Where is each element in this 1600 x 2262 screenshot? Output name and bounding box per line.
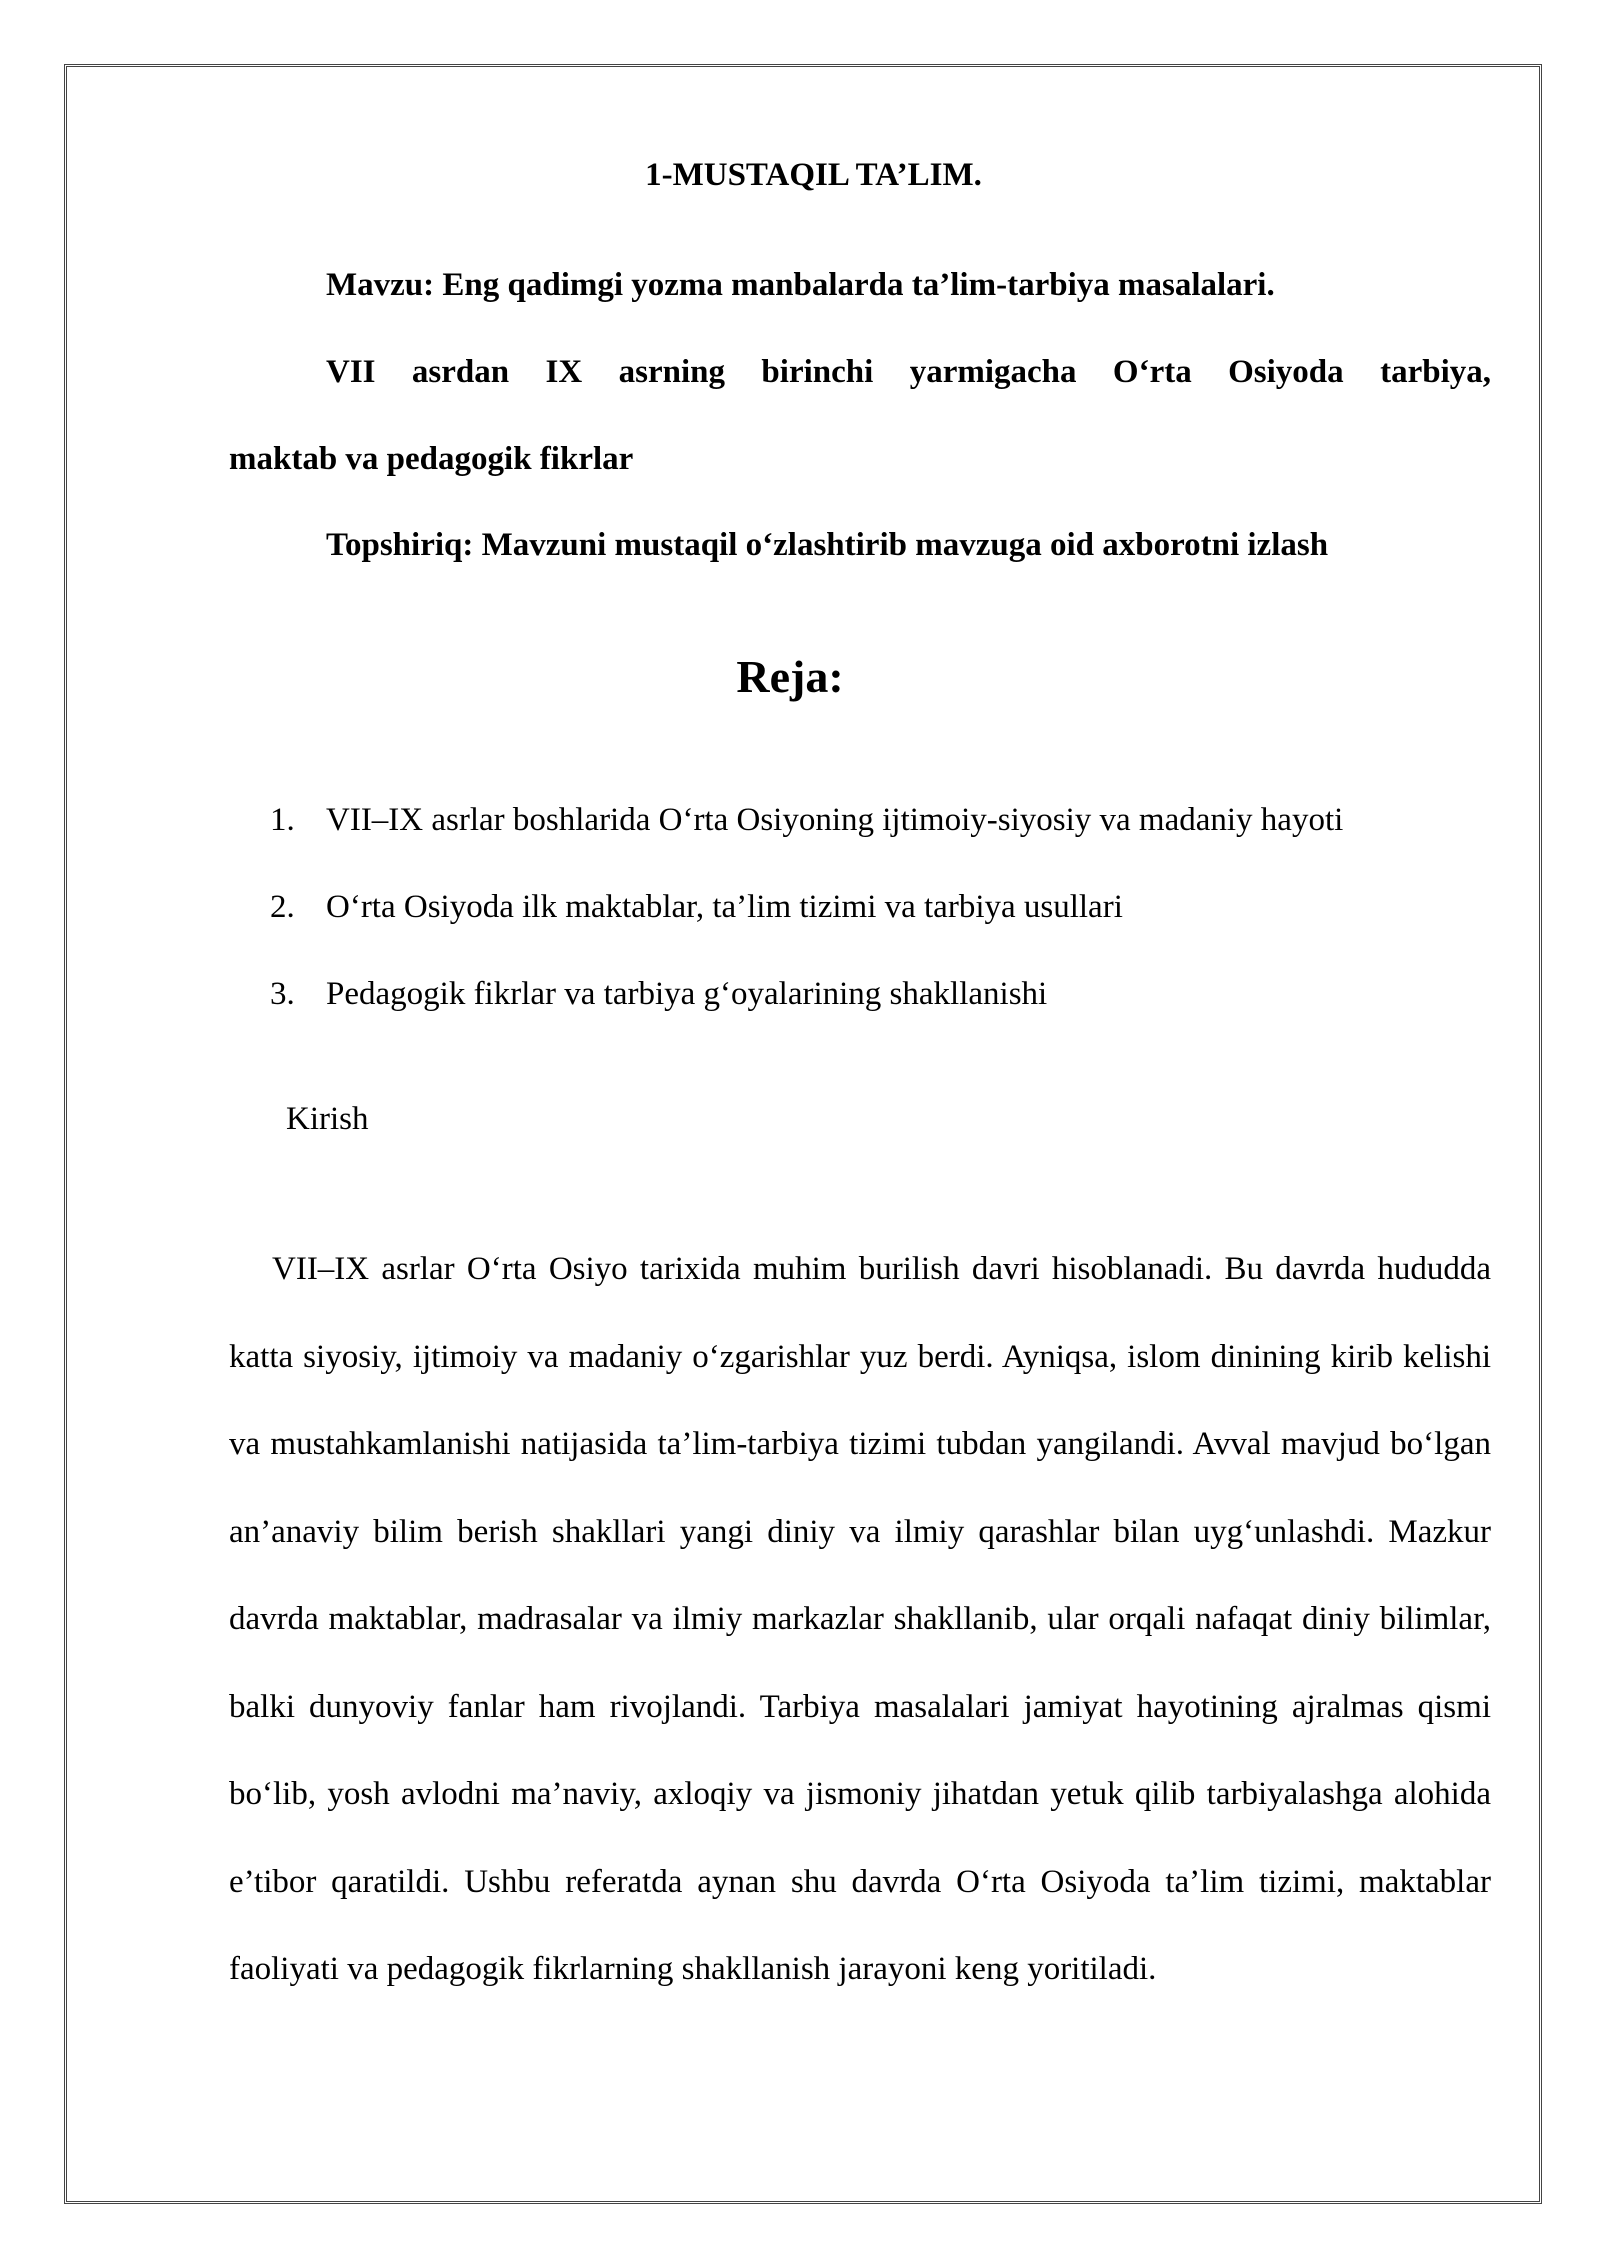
plan-item-text: Pedagogik fikrlar va tarbiya g‘oyalarining shakllanishi (326, 976, 1048, 1012)
document-title: 1-MUSTAQIL TA’LIM. (645, 157, 982, 193)
plan-item-text: O‘rta Osiyoda ilk maktablar, ta’lim tizimi va tarbiya usullari (326, 889, 1123, 925)
plan-item (270, 887, 1495, 974)
plan-item (270, 800, 1495, 887)
intro-paragraph: VII–IX asrlar O‘rta Osiyo tarixida muhim burilish davri hisoblanadi. Bu davrda hududda katta siyosiy, ijtimoiy va madaniy o‘zgarishlar yuz berdi. Ayniqsa, islom dinining kirib kelishi va mustahkamlanishi natijasida ta’lim-tarbiya tizimi tubdan yangilandi. Avval mavjud bo‘lgan an’anaviy bilim berish shakllari yangi diniy va ilmiy qarashlar bilan uyg‘unlashdi. Mazkur davrda maktablar, madrasalar va ilmiy markazlar shakllanib, ular orqali nafaqat diniy bilimlar, balki dunyoviy fanlar ham rivojlandi. Tarbiya masalalari jamiyat hayotining ajralmas qismi bo‘lib, yosh avlodni ma’naviy, axloqiy va jismoniy jihatdan yetuk qilib tarbiyalashga alohida e’tibor qaratildi. Ushbu referatda aynan shu davrda O‘rta Osiyoda ta’lim tizimi, maktablar faoliyati va pedagogik fikrlarning shakllanish jarayoni keng yoritiladi. (229, 1251, 1491, 1987)
plan-item (270, 974, 1495, 1061)
topic-line: Mavzu: Eng qadimgi yozma manbalarda ta’lim-tarbiya masalalari. (326, 267, 1275, 303)
plan-item-text: VII–IX asrlar boshlarida O‘rta Osiyoning ijtimoiy-siyosiy va madaniy hayoti (326, 802, 1344, 838)
plan-item-number: 1. (270, 802, 295, 838)
plan-heading: Reja: (736, 651, 844, 702)
subtopic-line-2: maktab va pedagogik fikrlar (229, 441, 634, 477)
plan-item-number: 2. (270, 889, 295, 925)
subtopic-line-1: VII asrdan IX asrning birinchi yarmigacha O‘rta Osiyoda tarbiya, (326, 354, 1491, 390)
intro-heading: Kirish (286, 1101, 369, 1137)
plan-item-number: 3. (270, 976, 295, 1012)
task-line: Topshiriq: Mavzuni mustaqil o‘zlashtirib mavzuga oid axborotni izlash (326, 527, 1329, 563)
plan-list (270, 800, 1495, 1061)
